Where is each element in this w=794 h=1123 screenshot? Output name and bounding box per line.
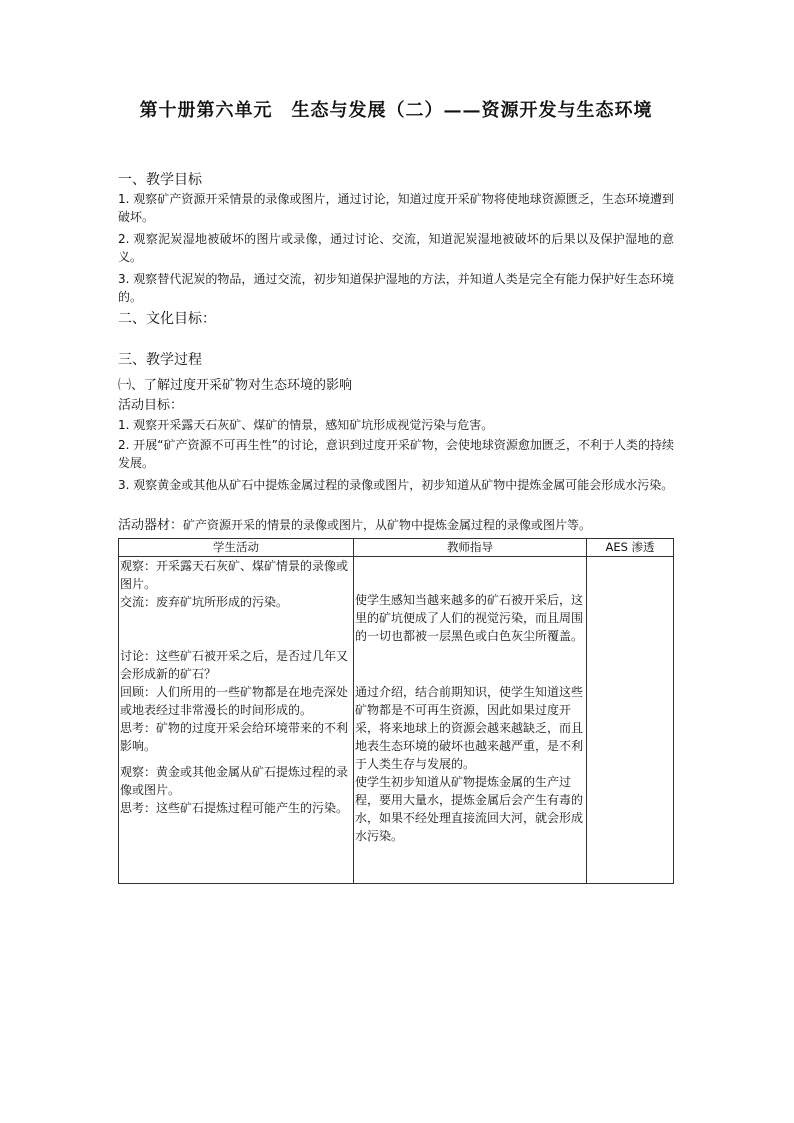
- document-title: 第十册第六单元 生态与发展（二）——资源开发与生态环境: [139, 100, 653, 121]
- table-header-row: [119, 539, 674, 557]
- header-teacher-guidance: 教师指导: [354, 539, 587, 557]
- activity-item-3: 3. 观察黄金或其他从矿石中提炼金属过程的录像或图片，初步知道从矿物中提炼金属可能会形成水污染。: [118, 478, 674, 492]
- goal-item-3: 3. 观察替代泥炭的物品，通过交流，初步知道保护湿地的方法，并知道人类是完全有能力保护好生态环境的。: [118, 272, 674, 304]
- sub-heading-mining-impact: ㈠、了解过度开采矿物对生态环境的影响: [118, 378, 353, 393]
- section-heading-teaching-goals: 一、教学目标: [118, 172, 202, 188]
- goal-item-2: 2. 观察泥炭湿地被破坏的图片或录像，通过讨论、交流，知道泥炭湿地被破坏的后果以及保护湿地的意义。: [118, 232, 674, 264]
- section-heading-culture-goals: 二、文化目标：: [118, 311, 216, 327]
- header-student-activity: 学生活动: [119, 539, 354, 557]
- student-item-think-impact: 思考：矿物的过度开采会给环境带来的不利影响。: [120, 721, 349, 753]
- teacher-guidance-cell: [354, 557, 587, 884]
- student-item-think-pollution: 思考：这些矿石提炼过程可能产生的污染。: [120, 801, 349, 815]
- student-activity-cell: [119, 557, 354, 884]
- student-item-discuss: 讨论：这些矿石被开采之后，是否过几年又会形成新的矿石？: [120, 649, 349, 681]
- materials-text: 矿产资源开采的情景的录像或图片，从矿物中提炼金属过程的录像或图片等。: [183, 518, 592, 532]
- teacher-item-2: 通过介绍，结合前期知识，使学生知道这些矿物都是不可再生资源，因此如果过度开采，将来地球上的资源会越来越缺乏，而且地表生态环境的破坏也越来越严重，是不利于人类生存与发展的。: [355, 685, 584, 771]
- goal-item-1: 1. 观察矿产资源开采情景的录像或图片，通过讨论，知道过度开采矿物将使地球资源匮乏，生态环境遭到破坏。: [118, 192, 674, 224]
- teacher-item-3: 使学生初步知道从矿物提炼金属的生产过程，要用大量水，提炼金属后会产生有毒的水，如果不经处理直接流回大河，就会形成水污染。: [355, 775, 584, 843]
- activity-table: [118, 538, 674, 884]
- header-aes: AES 渗透: [587, 539, 674, 557]
- activity-materials: [118, 516, 674, 535]
- activity-item-2: 2. 开展“矿产资源不可再生性”的讨论，意识到过度开采矿物，会使地球资源愈加匮乏，不利于人类的持续发展。: [118, 438, 674, 470]
- student-item-review: 回顾：人们所用的一些矿物都是在地壳深处或地表经过非常漫长的时间形成的。: [120, 685, 349, 717]
- aes-cell: [587, 557, 674, 884]
- table-row: [119, 557, 674, 884]
- section-heading-teaching-process: 三、教学过程: [118, 352, 202, 368]
- activity-item-1: 1. 观察开采露天石灰矿、煤矿的情景，感知矿坑形成视觉污染与危害。: [118, 418, 494, 432]
- student-item-observe-mining: 观察：开采露天石灰矿、煤矿情景的录像或图片。: [120, 559, 349, 591]
- materials-label: 活动器材：: [118, 518, 184, 533]
- student-item-exchange-pollution: 交流：废弃矿坑所形成的污染。: [120, 595, 289, 609]
- activity-goals-label: 活动目标：: [118, 398, 184, 413]
- teacher-item-1: 使学生感知当越来越多的矿石被开采后，这里的矿坑便成了人们的视觉污染，而且周围的一切也都被一层黑色或白色灰尘所覆盖。: [355, 593, 584, 643]
- student-item-observe-refining: 观察：黄金或其他金属从矿石提炼过程的录像或图片。: [120, 765, 349, 797]
